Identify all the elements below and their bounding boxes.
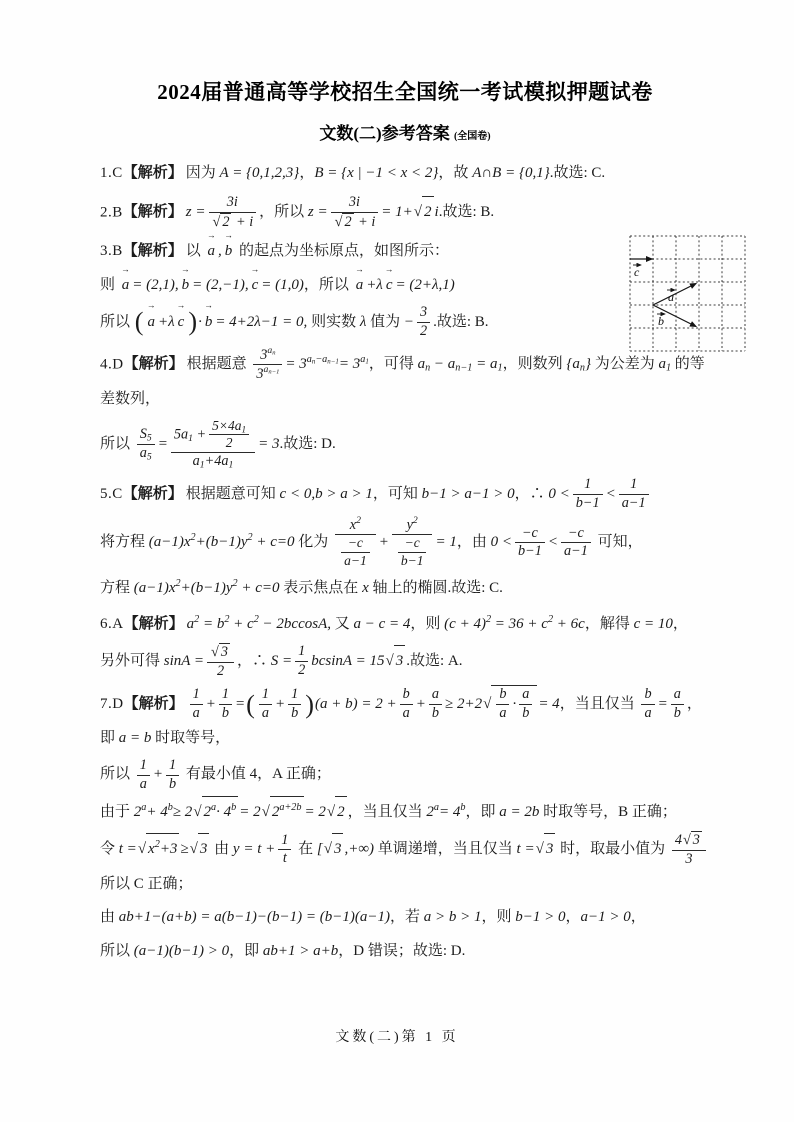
answer-line	[100, 685, 710, 753]
answer-number: 4.D	[100, 356, 124, 373]
answer-line	[100, 643, 710, 681]
answer-line	[100, 831, 710, 899]
math-content: 所以 $\frac{1}{a}$ + $\frac{1}{b}$ 有最小值 4，A 正确；	[100, 756, 331, 792]
answer-line	[100, 796, 710, 828]
vector-c-label: c	[634, 265, 640, 279]
math-content: 另外可得 sinA = √ 3 2 ，∴ S = $\frac{1}{2}$ bcsinA = 15 √ 3 .故选: A.	[100, 643, 463, 679]
subtitle	[100, 119, 710, 144]
vector-notation: → c	[250, 263, 260, 294]
math-content: 将方程 $(a-1)x^2+(b-1)y^2 + c=0$ 化为 $\frac{x^2}{\frac{-c}{a-1}}$ + $\frac{y^2}{\frac{-c}{b-1}}$ = 1，由 0 < $\frac{-c}{b-1}$ < $\frac{-c}{a-1}$ 可知，	[100, 514, 643, 569]
vector-a-arrow	[653, 284, 696, 306]
math-content: 所以 ( → a +λ → c )· → b = 4+2λ−1 = 0, 则实数 λ 值为 − $\frac{3}{2}$ .故选: B.	[100, 300, 489, 339]
math-content: 因为 A = {0,1,2,3}，B = {x | −1 < x < 2}，故 A∩B = {0,1}.故选: C.	[185, 165, 606, 181]
vector-notation: → b	[181, 263, 190, 294]
math-content: $a^2 = b^2 + c^2 - 2bccosA$, 又 a − c = 4，则 $(c + 4)^2 = 36 + c^2 + 6c$，解得 c = 10，	[186, 613, 688, 632]
math-content: 令 t = √ $x^2+3$ ≥ √ 3 由 y = t + $\frac{1}{t}$ 在 [ √ 3 ,+∞) 单调递增，当且仅当 t = √ 3 时，取最小值为 4 √ 3 3 所以 C 正确；	[100, 841, 709, 891]
math-content: 方程 $(a-1)x^2+(b-1)y^2 + c=0$ 表示焦点在 x 轴上的椭圆.故选: C.	[100, 578, 503, 597]
analysis-tag: 【解析】	[122, 204, 183, 220]
answer-number: 3.B	[100, 243, 123, 260]
answer-line	[100, 158, 710, 189]
math-content: 由 ab+1−(a+b) = a(b−1)−(b−1) = (b−1)(a−1)，若 a > b > 1，则 b−1 > 0，a−1 > 0，	[100, 909, 646, 926]
analysis-tag: 【解析】	[123, 696, 184, 713]
vector-notation: → c	[384, 263, 394, 294]
answer-line	[100, 609, 710, 640]
vector-notation: → a	[206, 230, 216, 260]
math-content: 所以 $\frac{S_5}{a_5}$ = $5a_1$ + $\frac{5\times 4a_1}{2}$ $a_1+4a_1$ = 3.故选: D.	[100, 417, 336, 471]
vector-notation: → c	[176, 300, 186, 330]
answer-4	[100, 346, 710, 472]
answer-number: 2.B	[100, 204, 123, 220]
answer-line	[100, 516, 710, 570]
math-content: $\frac{1}{a}$ + $\frac{1}{b}$ =( $\frac{1}{a}$ + $\frac{1}{b}$ )(a + b) = 2 + $\frac{b}{a}$ + $\frac{a}{b}$ ≥ 2+2 √ $\frac{b}{a}$ · $\frac{a}{b}$ = 4，当且仅当 $\frac{b}{a}$ = $\frac{a}{b}$ ，即 a = b 时取等号，	[100, 686, 702, 746]
answer-line	[100, 573, 710, 604]
answer-line	[100, 902, 710, 933]
answer-line	[100, 194, 710, 232]
answer-2	[100, 194, 710, 232]
math-content: 所以 (a−1)(b−1) > 0，即 ab+1 > a+b，D 错误；故选: D.	[100, 943, 466, 960]
vector-notation: → b	[204, 300, 213, 330]
answer-line	[100, 476, 710, 513]
answer-5	[100, 476, 710, 604]
analysis-tag: 【解析】	[122, 243, 183, 260]
vector-b-label: b	[658, 314, 664, 328]
answer-6	[100, 609, 710, 680]
math-content: z = 3i √ 2 + i ，所以 z = 3i √ 2 + i = 1+ √ 2 i.故选: B.	[185, 193, 495, 230]
answer-3	[100, 230, 710, 340]
answer-line	[100, 263, 710, 301]
vector-diagram	[626, 234, 750, 356]
vector-notation: → a	[355, 263, 364, 294]
page-content	[100, 76, 710, 972]
vector-notation: → b	[224, 230, 233, 260]
math-content: 以 → a , → b 的起点为坐标原点，如图所示：	[186, 243, 449, 259]
vector-a-label: a	[668, 290, 674, 304]
subtitle-text: 文数(二)参考答案	[319, 124, 450, 143]
answer-line	[100, 300, 710, 341]
answer-1	[100, 158, 710, 189]
math-content: 根据题意 $\frac{3^{a_n}}{3^{a_{n-1}}}$ = $3^{a_n-a_{n-1}}= 3^{a_1}$，可得 $a_n - a_{n-1} = a_1$，则数列 $\{a_n\}$ 为公差为 $a_1$ 的等差数列，	[100, 344, 705, 407]
answer-line	[100, 346, 710, 415]
answer-number: 7.D	[100, 696, 124, 713]
math-content: 则 → a = (2,1), → b = (2,−1), → c = (1,0)，所以 → a +λ → c = (2+λ,1)	[100, 277, 455, 293]
answer-number: 5.C	[100, 485, 123, 502]
analysis-tag: 【解析】	[122, 485, 183, 502]
answer-number: 1.C	[100, 165, 123, 181]
answer-line	[100, 936, 710, 967]
subtitle-note: (全国卷)	[453, 131, 491, 142]
math-content: 由于 $2^a+ 4^b\ge 2$ √ $2^a\cdot 4^b$ = 2 √ $2^{a+2b}$ = 2 √ 2 ，当且仅当 $2^a= 4^b$，即 a = 2b 时取等号，B 正确；	[100, 804, 677, 820]
analysis-tag: 【解析】	[123, 615, 184, 632]
answer-line	[100, 757, 710, 794]
answer-line	[100, 418, 710, 472]
analysis-tag: 【解析】	[123, 356, 184, 373]
vector-notation: → a	[121, 263, 130, 294]
answer-number: 6.A	[100, 615, 124, 632]
analysis-tag: 【解析】	[122, 165, 183, 181]
page-title: 2024届普通高等学校招生全国统一考试模拟押题试卷	[157, 80, 653, 104]
answer-line	[100, 230, 710, 267]
footer-page-number: 文数(二)第 1 页	[335, 1030, 459, 1045]
vector-notation: → a	[146, 300, 156, 330]
answer-7	[100, 685, 710, 967]
math-content: 根据题意可知 c < 0,b > a > 1，可知 b−1 > a−1 > 0，∴ 0 < $\frac{1}{b-1}$ < $\frac{1}{a-1}$	[186, 486, 652, 502]
grid-lines	[630, 236, 745, 351]
